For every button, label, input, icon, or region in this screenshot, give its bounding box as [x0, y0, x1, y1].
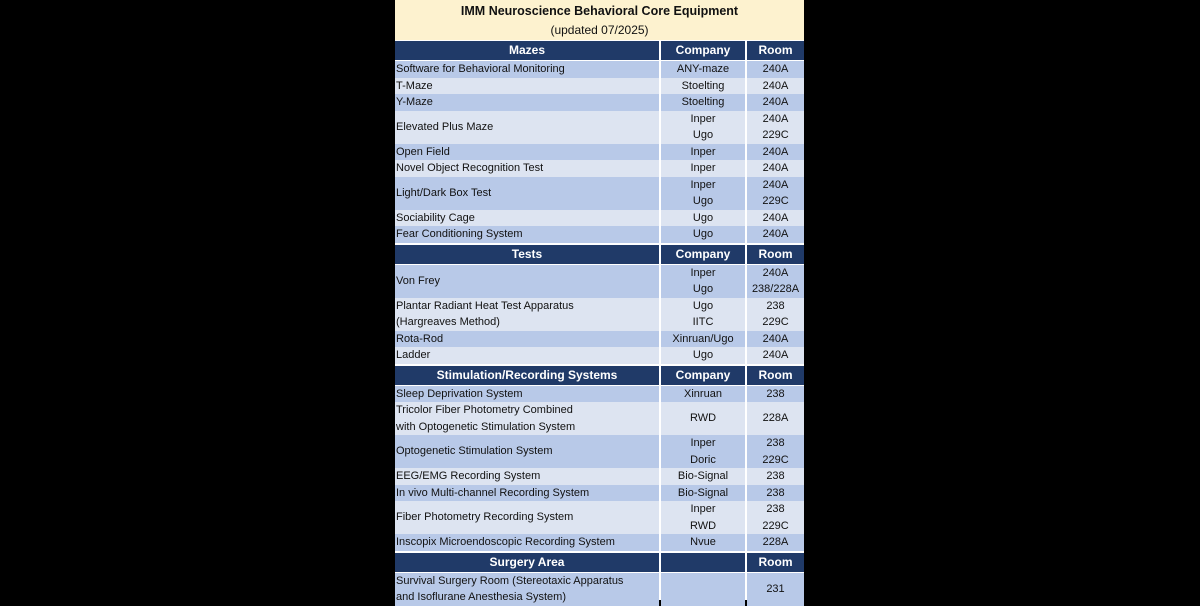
company-cell [661, 144, 745, 161]
room-cell [747, 160, 804, 177]
equipment-name-text: Tricolor Fiber Photometry Combined [396, 404, 573, 416]
equipment-name [395, 435, 659, 468]
company-cell-text: Xinruan [684, 387, 722, 400]
company-header-text: Company [675, 246, 731, 261]
equipment-name-text: and Isoflurane Anesthesia System) [396, 591, 566, 603]
room-cell [747, 144, 804, 161]
equipment-name [395, 573, 659, 606]
room-cell-text: 240A [762, 112, 789, 125]
room-cell-text: 229C [762, 129, 789, 141]
company-cell-text: Ugo [692, 211, 714, 224]
equipment-name-text: Y-Maze [396, 96, 433, 108]
equipment-name [395, 298, 659, 331]
equipment-name-text: (Hargreaves Method) [396, 316, 500, 328]
equipment-name-text: Inscopix Microendoscopic Recording System [396, 536, 615, 548]
table-row [395, 226, 804, 243]
title-box [395, 0, 804, 40]
room-cell-text: 240A [762, 349, 789, 361]
room-cell [747, 94, 804, 111]
equipment-name [395, 347, 659, 364]
section-header [395, 366, 804, 385]
company-cell-text: Inper [690, 437, 716, 449]
table-row [395, 61, 804, 78]
table-row [395, 347, 804, 364]
room-cell-text: 240A [762, 228, 789, 240]
room-cell-text: 238 [766, 437, 785, 449]
table-row [395, 177, 804, 210]
room-cell [747, 347, 804, 364]
company-cell-text: Ugo [692, 349, 714, 361]
room-cell-text: 238 [766, 299, 785, 312]
company-cell [661, 226, 745, 243]
section-title [395, 245, 659, 264]
company-cell [661, 331, 745, 348]
company-cell [661, 111, 745, 144]
room-cell [747, 501, 804, 534]
room-cell-text: 240A [762, 332, 789, 345]
company-cell [661, 573, 745, 606]
table-row [395, 210, 804, 227]
table-row [395, 501, 804, 534]
room-header [747, 366, 804, 385]
room-cell-text: 240A [762, 266, 789, 279]
equipment-name-text: Sleep Deprivation System [396, 387, 523, 400]
room-cell [747, 226, 804, 243]
company-cell [661, 501, 745, 534]
room-cell-text: 238/228A [751, 283, 800, 295]
equipment-table [395, 0, 804, 603]
equipment-name [395, 534, 659, 551]
company-cell [661, 402, 745, 435]
room-header [747, 41, 804, 60]
company-cell-text: Xinruan/Ugo [672, 332, 734, 345]
equipment-name [395, 210, 659, 227]
room-cell-text: 228A [762, 412, 789, 425]
equipment-name-text: Von Frey [396, 274, 441, 287]
room-cell-text: 229C [762, 316, 789, 328]
room-cell-text: 231 [766, 582, 785, 595]
equipment-name-text: Fiber Photometry Recording System [396, 511, 574, 524]
table-row [395, 386, 804, 403]
table-row [395, 331, 804, 348]
table-row [395, 78, 804, 95]
page-title: IMM Neuroscience Behavioral Core Equipment [460, 4, 739, 18]
room-cell-text: 238 [766, 387, 785, 400]
equipment-name [395, 331, 659, 348]
table-row [395, 111, 804, 144]
table-row [395, 468, 804, 485]
room-cell-text: 229C [762, 453, 789, 466]
company-cell-text: Inper [690, 503, 716, 515]
room-header-text: Room [758, 43, 793, 57]
company-cell [661, 94, 745, 111]
company-cell-text: Nvue [690, 536, 716, 548]
room-cell [747, 61, 804, 78]
table-row [395, 265, 804, 298]
equipment-name-text: Survival Surgery Room (Stereotaxic Apparatus [396, 574, 624, 587]
company-cell [661, 61, 745, 78]
room-cell-text: 240A [762, 162, 789, 174]
room-cell [747, 534, 804, 551]
company-cell [661, 347, 745, 364]
section-title-text: Surgery Area [489, 554, 565, 569]
company-cell-text: ANY-maze [676, 63, 730, 75]
section-header [395, 41, 804, 60]
company-cell-text: Ugo [692, 195, 714, 207]
room-cell-text: 238 [766, 470, 785, 482]
company-cell [661, 534, 745, 551]
equipment-name-text: Light/Dark Box Test [396, 186, 492, 199]
equipment-name [395, 501, 659, 534]
equipment-name [395, 160, 659, 177]
equipment-name [395, 402, 659, 435]
company-cell [661, 177, 745, 210]
room-cell [747, 177, 804, 210]
equipment-name [395, 386, 659, 403]
room-cell-text: 229C [762, 195, 789, 207]
table-row [395, 573, 804, 606]
company-cell-text: Inper [690, 266, 716, 279]
page-subtitle: (updated 07/2025) [550, 23, 649, 37]
section-title [395, 41, 659, 60]
company-header [661, 245, 745, 264]
section-header [395, 553, 804, 572]
room-cell-text: 240A [762, 178, 789, 191]
room-cell [747, 386, 804, 403]
equipment-name [395, 485, 659, 502]
room-cell [747, 402, 804, 435]
company-header [661, 41, 745, 60]
equipment-name [395, 177, 659, 210]
company-cell-text: Inper [690, 178, 716, 191]
company-header [661, 553, 745, 572]
room-cell-text: 238 [766, 503, 785, 515]
equipment-name-text: Software for Behavioral Monitoring [396, 63, 565, 75]
equipment-name [395, 144, 659, 161]
equipment-name-text: Elevated Plus Maze [396, 120, 494, 133]
room-cell-text: 240A [762, 211, 789, 224]
company-cell [661, 485, 745, 502]
equipment-name [395, 94, 659, 111]
equipment-name-text: Sociability Cage [396, 211, 475, 224]
equipment-name [395, 265, 659, 298]
equipment-name [395, 468, 659, 485]
room-cell [747, 265, 804, 298]
company-cell-text: Bio-Signal [677, 470, 729, 482]
table-row [395, 402, 804, 435]
room-cell [747, 210, 804, 227]
room-cell-text: 240A [762, 96, 789, 108]
equipment-name-text: Ladder [396, 349, 431, 361]
equipment-name-text: Fear Conditioning System [396, 228, 523, 240]
room-cell [747, 573, 804, 606]
room-header [747, 553, 804, 572]
company-header [661, 366, 745, 385]
company-cell-text: Inper [690, 145, 716, 158]
company-cell [661, 160, 745, 177]
section-title-text: Tests [511, 246, 543, 261]
table-row [395, 485, 804, 502]
company-cell-text: IITC [692, 316, 714, 328]
company-cell [661, 210, 745, 227]
company-cell [661, 435, 745, 468]
room-cell [747, 331, 804, 348]
table-row [395, 534, 804, 551]
company-cell-text: Ugo [692, 228, 714, 240]
equipment-name [395, 111, 659, 144]
equipment-name-text: Open Field [396, 145, 450, 158]
company-cell-text: Bio-Signal [677, 486, 729, 499]
company-cell [661, 298, 745, 331]
company-header-text: Company [675, 367, 731, 382]
room-cell [747, 468, 804, 485]
equipment-name-text: Optogenetic Stimulation System [396, 445, 553, 458]
room-header-text: Room [758, 246, 793, 261]
table-row [395, 298, 804, 331]
room-cell [747, 78, 804, 95]
room-header-text: Room [758, 554, 793, 569]
room-cell-text: 228A [762, 536, 789, 548]
company-header-text [661, 553, 745, 572]
equipment-name-text: Novel Object Recognition Test [396, 162, 544, 174]
equipment-name-text: Rota-Rod [396, 332, 444, 345]
section-title-text: Stimulation/Recording Systems [436, 367, 618, 382]
room-header [747, 245, 804, 264]
equipment-name-text: T-Maze [396, 79, 433, 92]
company-cell [661, 468, 745, 485]
company-cell [661, 78, 745, 95]
company-cell [661, 265, 745, 298]
equipment-name [395, 226, 659, 243]
equipment-name-text: with Optogenetic Stimulation System [396, 420, 576, 433]
company-cell-text: RWD [689, 412, 717, 425]
room-header-text: Room [758, 367, 793, 382]
company-cell-text: Ugo [692, 129, 714, 141]
room-cell [747, 111, 804, 144]
room-cell-text: 229C [762, 519, 789, 532]
equipment-name-text: Plantar Radiant Heat Test Apparatus [396, 299, 574, 312]
company-cell-text: Ugo [692, 299, 714, 312]
table-row [395, 160, 804, 177]
equipment-name-text: In vivo Multi-channel Recording System [396, 486, 590, 499]
company-cell-text: Stoelting [681, 96, 725, 108]
company-cell-text: RWD [689, 519, 717, 532]
company-cell-text: Inper [690, 112, 716, 125]
equipment-name [395, 61, 659, 78]
section-header [395, 245, 804, 264]
section-title [395, 553, 659, 572]
room-cell-text: 240A [762, 63, 789, 75]
table-row [395, 435, 804, 468]
company-cell-text: Doric [690, 453, 716, 466]
room-cell-text: 238 [766, 486, 785, 499]
room-cell-text: 240A [762, 145, 789, 158]
company-cell-text: Ugo [692, 283, 714, 295]
table-row [395, 144, 804, 161]
section-title [395, 366, 659, 385]
equipment-name-text: EEG/EMG Recording System [396, 470, 541, 482]
table-row [395, 94, 804, 111]
section-title-text: Mazes [508, 43, 546, 57]
room-cell [747, 298, 804, 331]
equipment-name [395, 78, 659, 95]
company-cell-text: Inper [690, 162, 716, 174]
room-cell-text: 240A [762, 79, 789, 92]
company-cell-text: Stoelting [681, 79, 725, 92]
room-cell [747, 435, 804, 468]
room-cell [747, 485, 804, 502]
company-cell [661, 386, 745, 403]
company-header-text: Company [675, 43, 731, 57]
